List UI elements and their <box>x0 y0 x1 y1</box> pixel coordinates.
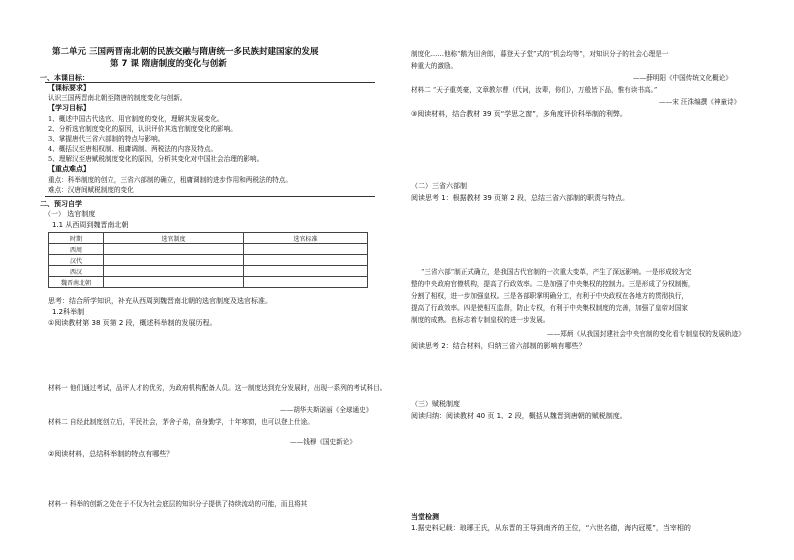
material-text: 种重大的激励。 <box>411 62 458 70</box>
unit-title: 第二单元 三国两晋南北朝的民族交融与隋唐统一多民族封建国家的发展 <box>52 47 319 57</box>
material-text: 整的中央政府官僚机构，提高了行政效率。二是加强了中央集权的控制力。三是形成了分权制衡， <box>411 280 695 288</box>
body-text: 阅读思考 2：结合材料，归纳三省六部制的影响有哪些？ <box>411 342 586 350</box>
selection-table <box>48 232 368 288</box>
material-text: 材料二 “天子重英豪，文章教尔曹（代词，汝辈，你们），万般皆下品，惟有读书高。” <box>411 86 658 94</box>
subsection-heading: 【课标要求】 <box>48 84 90 92</box>
goal-item: 1、概述中国古代选官、用官制度的变化，理解其发展变化。 <box>48 115 224 123</box>
check-heading: 当堂检测 <box>411 513 439 521</box>
table-cell[interactable] <box>104 255 244 266</box>
body-text: 思考：结合所学知识，补充从西周到魏晋南北朝的选官制度及选官标准。 <box>48 297 272 305</box>
material-text: 材料一 科举的创新之处在于不仅为社会底层的知识分子提供了持续流动的可能，而且将其 <box>48 500 308 508</box>
table-row <box>49 266 368 277</box>
table-cell[interactable] <box>244 255 368 266</box>
material-source: ——郑炳《从我国封建社会中央官制的变化看专制皇权的发展轨迹》 <box>547 330 745 338</box>
material-text: 制度化……他称“鹅为田舍郎，暮登天子堂”式的“机会均等”，对知识分子的社会心理是一 <box>411 50 669 58</box>
table-cell: 西汉 <box>49 266 104 277</box>
material-source: ——宋 汪洙编撰《神童诗》 <box>659 98 741 106</box>
material-source: ——胡华夫斯诺丽《全球通史》 <box>280 406 373 414</box>
lesson-title: 第 7 课 隋唐制度的变化与创新 <box>110 59 227 69</box>
body-text: ②阅读材料，总结科举制的特点有哪些？ <box>48 450 174 458</box>
subsection-heading: 1.1 从西周到魏晋南北朝 <box>52 221 129 229</box>
table-header-row <box>49 233 368 244</box>
table-cell: 魏晋南北朝 <box>49 277 104 288</box>
body-text: 难点：汉唐间赋税制度的变化 <box>48 186 134 194</box>
material-text: 材料二 自经此制度创立后，平民社会，茅舍子弟，奋身勤学，十年寒窗，也可以登上仕途。 <box>48 418 314 426</box>
material-text: 提高了行政效率。四是使相互监督，防止专权，有利于中央集权制度的完善，加强了皇帝对国家 <box>411 304 688 312</box>
body-text: 认识三国两晋南北朝至隋唐的制度变化与创新。 <box>48 94 187 102</box>
subsection-heading: （一） 选官制度 <box>44 210 96 218</box>
table-cell[interactable] <box>244 266 368 277</box>
subsection-heading: 【重点难点】 <box>48 165 90 173</box>
right-page <box>397 0 794 560</box>
table-cell[interactable] <box>104 266 244 277</box>
material-text: 制度的成熟。也标志着专制皇权的进一步发展。 <box>411 316 550 324</box>
goal-item: 2、分析选官制度变化的原因，认识评价其选官制度变化的影响。 <box>48 125 237 133</box>
table-cell[interactable] <box>104 277 244 288</box>
subsection-heading: （三）赋税制度 <box>411 400 460 408</box>
material-text: “三省六部”制正式确立，是我国古代官制的一次重大变革，产生了深远影响。一是形成较为完 <box>421 268 692 276</box>
body-text: 重点：科举制度的创立，三省六部制的确立，租庸调制的进步作用和两税法的特点。 <box>48 176 292 184</box>
body-text: ①阅读教材第 38 页第 2 段，概述科举制的发展历程。 <box>48 319 217 327</box>
body-text: 阅读思考 1：根据教材 39 页第 2 段，总结三省六部制的职责与特点。 <box>411 194 629 202</box>
subsection-heading: 1.2科举制 <box>52 308 85 316</box>
table-cell[interactable] <box>244 277 368 288</box>
table-row <box>49 255 368 266</box>
table-cell: 汉代 <box>49 255 104 266</box>
table-row <box>49 244 368 255</box>
table-header: 选官标准 <box>244 233 368 244</box>
goal-item: 3、掌握唐代三省六部制的特点与影响。 <box>48 135 165 143</box>
question-text: 1.据史料记载：琅琊王氏，从东晋的王导到南齐的王位，“六世名德，海内冠冕”，当宰相的 <box>411 524 691 532</box>
subsection-heading: （二）三省六部制 <box>411 182 467 190</box>
body-text: 阅读归纳：阅读教材 40 页 1、2 段，概括从魏晋到唐朝的赋税制度。 <box>411 412 627 420</box>
table-cell[interactable] <box>104 244 244 255</box>
goal-item: 4、概括汉至唐相权制、租庸调制、两税法的内容及特点。 <box>48 145 218 153</box>
table-cell[interactable] <box>244 244 368 255</box>
subsection-heading: 【学习目标】 <box>48 104 90 112</box>
goal-item: 5、理解汉至唐赋税制度变化的原因，分析其变化对中国社会治理的影响。 <box>48 155 264 163</box>
material-text: 材料一 他们通过考试，品评人才的优劣，为政府机构配备人员。这一制度达到充分发展时，出现一系列的考试科目。 <box>48 384 387 392</box>
table-header: 时期 <box>49 233 104 244</box>
table-row <box>49 277 368 288</box>
material-source: ——钱穆《国史新论》 <box>290 438 356 446</box>
material-source: ——薛明阳《中国传统文化概论》 <box>633 74 732 82</box>
body-text: ③阅读材料，结合教材 39 页“学思之窗”，多角度评价科举制的利弊。 <box>411 110 627 118</box>
section-heading: 二、预习自学 <box>40 200 82 208</box>
section-heading: 一、本课目标： <box>40 74 89 82</box>
table-header: 选官制度 <box>104 233 244 244</box>
material-text: 分割了相权，进一步加强皇权。三是各部职掌明确分工，有利于中央政权在各地方的贯彻执行， <box>411 292 688 300</box>
table-cell: 西周 <box>49 244 104 255</box>
